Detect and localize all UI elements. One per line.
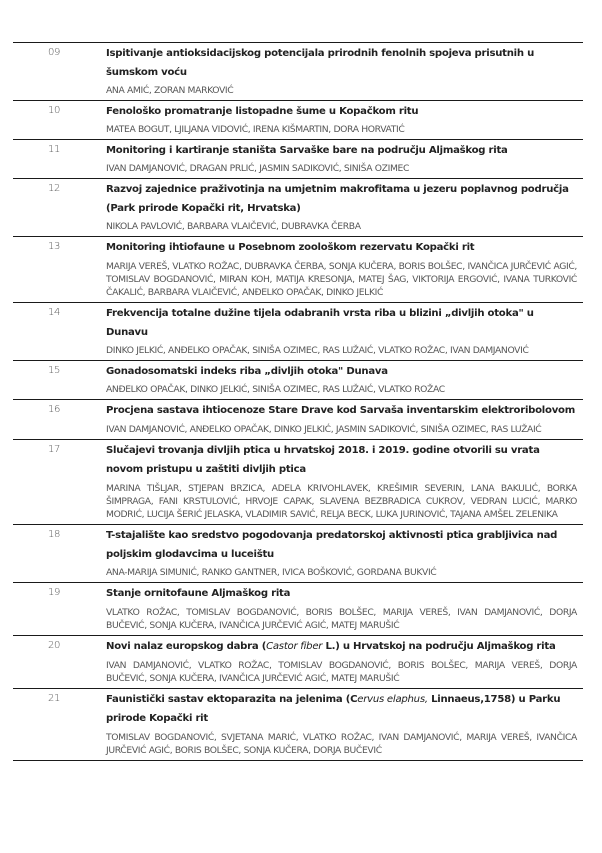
paper-title: Monitoring ihtiofaune u Posebnom zoološkom rezervatu Kopački rit — [106, 242, 475, 253]
table-row — [13, 440, 583, 525]
paper-title — [106, 689, 577, 728]
row-number: 14 — [48, 307, 61, 318]
paper-authors: TOMISLAV BOGDANOVIĆ, SVJETANA MARIĆ, VLATKO ROŽAC, IVAN DAMJANOVIĆ, MARIJA VEREŠ, IVANČICA JURČEVIĆ AGIĆ, BORIS BOLŠEC, SONJA KUČERA, DORJA BUČEVIĆ — [106, 732, 577, 756]
paper-title: Gonadosomatski indeks riba „divljih otoka" Dunava — [106, 366, 388, 377]
paper-authors: IVAN DAMJANOVIĆ, ANĐELKO OPAČAK, DINKO JELKIĆ, JASMIN SADIKOVIĆ, SINIŠA OZIMEC, RAS LUŽAIĆ — [106, 424, 542, 435]
table-row — [13, 303, 583, 361]
table-row — [13, 43, 583, 101]
table-row — [13, 583, 583, 636]
row-number: 16 — [48, 404, 61, 415]
row-number: 17 — [48, 444, 61, 455]
paper-authors: MARINA TIŠLJAR, STJEPAN BRZICA, ADELA KRIVOHLAVEK, KREŠIMIR SEVERIN, LANA BAKULIĆ, BORKA ŠIMPRAGA, FANI KRSTULOVIĆ, HRVOJE CAPAK, SLAVENA BEZBRADICA CUKROV, VEDRAN LUCIĆ, MARKO MODRIĆ, LUCIJA ŠERIĆ JELASKA, VLADIMIR SAVIĆ, RELJA BECK, LUKA JURINOVIĆ, TAJANA AMŠEL ZELENIKA — [106, 483, 577, 520]
paper-title: Fenološko promatranje listopadne šume u Kopačkom ritu — [106, 106, 419, 117]
species-name: ervus elaphus, — [357, 694, 428, 705]
row-number: 21 — [48, 693, 61, 704]
table-row — [13, 400, 583, 440]
paper-title: Slučajevi trovanja divljih ptica u hrvatskoj 2018. i 2019. godine otvorili su vrata novom pristupu u zaštiti divljih ptica — [106, 445, 540, 475]
paper-title: Frekvencija totalne dužine tijela odabranih vrsta riba u blizini „divljih otoka" u Dunavu — [106, 308, 534, 338]
table-row — [13, 361, 583, 400]
row-number: 12 — [48, 183, 61, 194]
paper-authors: DINKO JELKIĆ, ANĐELKO OPAČAK, SINIŠA OZIMEC, RAS LUŽAIĆ, VLATKO ROŽAC, IVAN DAMJANOVIĆ — [106, 345, 529, 356]
title-text: Novi nalaz europskog dabra ( — [106, 641, 267, 652]
title-text: Linnaeus,1758) u Parku prirode Kopački rit — [106, 694, 561, 724]
paper-title: T-stajalište kao sredstvo pogodovanja predatorskoj aktivnosti ptica grabljivica nad poljskim glodavcima u luceištu — [106, 530, 558, 560]
paper-title: Procjena sastava ihtiocenoze Stare Drave kod Sarvaša inventarskim elektroribolovom — [106, 405, 575, 416]
paper-authors: ANA AMIĆ, ZORAN MARKOVIĆ — [106, 85, 234, 96]
row-number: 13 — [48, 241, 61, 252]
row-number: 10 — [48, 105, 61, 116]
paper-authors: VLATKO ROŽAC, TOMISLAV BOGDANOVIĆ, BORIS BOLŠEC, MARIJA VEREŠ, IVAN DAMJANOVIĆ, DORJA BUČEVIĆ, SONJA KUČERA, IVANČICA JURČEVIĆ AGIĆ, MATEJ MARUŠIĆ — [106, 607, 577, 631]
paper-authors: MARIJA VEREŠ, VLATKO ROŽAC, DUBRAVKA ČERBA, SONJA KUČERA, BORIS BOLŠEC, IVANČICA JURČEVIĆ AGIĆ, TOMISLAV BOGDANOVIĆ, MIRAN KOH, MATIJA KRESONJA, MATEJ ŠAG, VIKTORIJA ERGOVIĆ, IVANA TURKOVIĆ ČAKALIĆ, BARBARA VLAIČEVIĆ, ANĐELKO OPAČAK, DINKO JELKIĆ — [106, 261, 577, 298]
row-number: 11 — [48, 144, 61, 155]
papers-table — [13, 42, 583, 761]
paper-authors: NIKOLA PAVLOVIĆ, BARBARA VLAIČEVIĆ, DUBRAVKA ČERBA — [106, 221, 361, 232]
title-text: L.) u Hrvatskoj na području Aljmaškog rita — [322, 641, 556, 652]
row-number: 15 — [48, 365, 61, 376]
paper-authors: IVAN DAMJANOVIĆ, DRAGAN PRLIĆ, JASMIN SADIKOVIĆ, SINIŠA OZIMEC — [106, 163, 410, 174]
paper-authors: ANĐELKO OPAČAK, DINKO JELKIĆ, SINIŠA OZIMEC, RAS LUŽAIĆ, VLATKO ROŽAC — [106, 384, 445, 395]
row-number: 18 — [48, 529, 61, 540]
paper-title: Razvoj zajednice praživotinja na umjetnim makrofitama u jezeru poplavnog područja (Park prirode Kopački rit, Hrvatska) — [106, 184, 569, 214]
table-row — [13, 636, 583, 689]
paper-authors: IVAN DAMJANOVIĆ, VLATKO ROŽAC, TOMISLAV BOGDANOVIĆ, BORIS BOLŠEC, MARIJA VEREŠ, DORJA BUČEVIĆ, SONJA KUČERA, IVANČICA JURČEVIĆ AGIĆ, MATEJ MARUŠIĆ — [106, 660, 577, 684]
title-text: Faunistički sastav ektoparazita na jelenima (C — [106, 694, 358, 705]
row-number: 20 — [48, 640, 61, 651]
table-row — [13, 179, 583, 237]
table-row — [13, 525, 583, 583]
table-row — [13, 101, 583, 140]
paper-authors: ANA-MARIJA SIMUNIĆ, RANKO GANTNER, IVICA BOŠKOVIĆ, GORDANA BUKVIĆ — [106, 567, 437, 578]
paper-title: Monitoring i kartiranje staništa Sarvaške bare na području Aljmaškog rita — [106, 145, 508, 156]
paper-title: Ispitivanje antioksidacijskog potencijala prirodnih fenolnih spojeva prisutnih u šumskom voću — [106, 48, 535, 78]
row-number: 19 — [48, 587, 61, 598]
table-row — [13, 237, 583, 303]
table-row — [13, 140, 583, 179]
paper-authors: MATEA BOGUT, LJILJANA VIDOVIĆ, IRENA KIŠMARTIN, DORA HORVATIĆ — [106, 124, 405, 135]
table-row — [13, 689, 583, 761]
species-name: Castor fiber — [266, 641, 323, 652]
paper-title: Stanje ornitofaune Aljmaškog rita — [106, 588, 291, 599]
row-number: 09 — [48, 47, 61, 58]
paper-title — [106, 636, 577, 656]
